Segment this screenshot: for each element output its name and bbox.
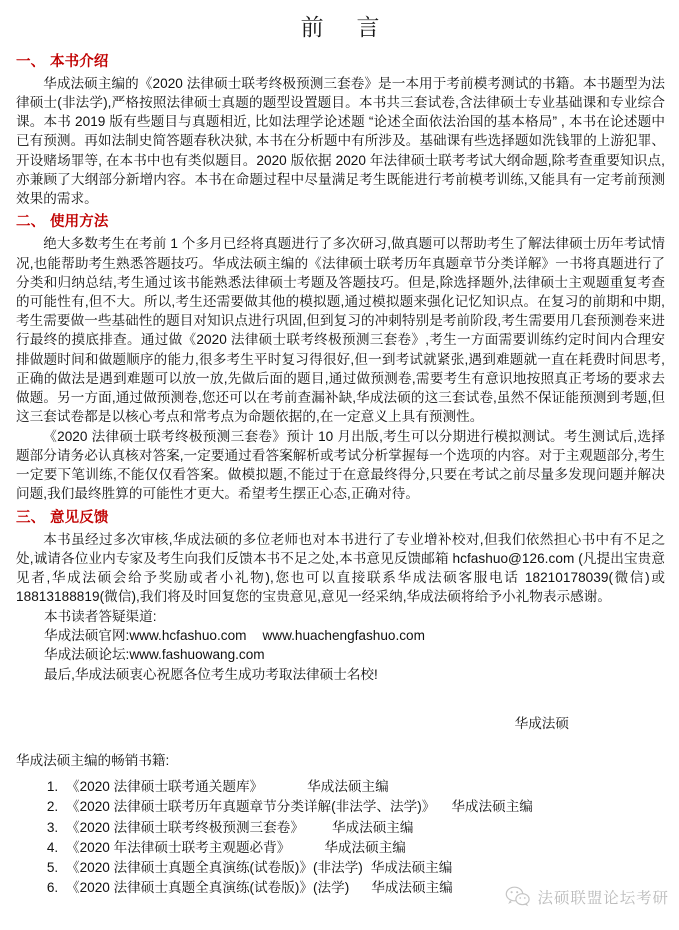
watermark bbox=[505, 886, 669, 908]
section-title-1: 本书介绍 bbox=[50, 53, 109, 70]
section-heading-2 bbox=[16, 212, 665, 233]
section-number-3: 三、 bbox=[16, 509, 46, 526]
official-website-label: 华成法硕官网: bbox=[44, 627, 130, 643]
section-2-paragraph-1: 绝大多数考生在考前 1 个多月已经将真题进行了多次研习,做真题可以帮助考生了解法律硕士历年考试情况,也能帮助考生熟悉答题技巧。华成法硕主编的《法律硕士联考历年真题章节分类详解》一书将真题进行了分类和归纳总结,考生通过该书能熟悉法律硕士考题及答题技巧。但是,除选择题外,法律硕士主观题重复考查的可能性有,但不大。所以,考生还需要做其他的模拟题,通过模拟题来强化记忆知识点。在复习的前期和中期,考生需要做一些基础性的题目对知识点进行巩固,但到复习的冲刺特别是考前阶段,考生需要用几套预测卷来进行最终的摸底排查。通过做《2020 法律硕士联考终极预测三套卷》,考生一方面需要训练约定时间内合理安排做题时间和做题顺序的能力,很多考生平时复习得很好,但一到考试就紧张,遇到难题就一直在耗费时间思考,正确的做法是遇到难题可以放一放,先做后面的题目,通过做预测卷,需要考生有意识地按照真正考场的要求去做题。另一方面,通过做预测卷,您还可以在考前查漏补缺,华成法硕的这三套试卷,虽然不保证能预测到考题,但这三套试卷都是以核心考点和常考点为命题依据的,在一定意义上具有预测性。 bbox=[16, 236, 665, 425]
section-1-paragraph-1: 华成法硕主编的《2020 法律硕士联考终极预测三套卷》是一本用于考前模考测试的书籍。本书题型为法律硕士(非法学),严格按照法律硕士真题的题型设置题目。本书共三套试卷,含法律硕士专业基础课和专业综合课。本书 2019 版有些题目与真题相近, 比如法理学论述题 “论述全面依法治国的基本格局” , 本书在论述题中已有预测。再如法制史简答题春秋决狱, 本书在分析题中有所涉及。基础课有些选择题如洗钱罪的上游犯罪、开设赌场罪等, 在本书中也有类似题目。2020 版依据 2020 年法律硕士联考考试大纲命题,除考查重要知识点,亦兼顾了大纲部分新增内容。本书在命题过程中尽量满足考生既能进行考前模考训练,又能具有一定考前预测效果的需求。 bbox=[16, 75, 665, 207]
list-item bbox=[62, 777, 665, 797]
list-item bbox=[62, 858, 665, 878]
official-website-line bbox=[16, 626, 665, 645]
page-title bbox=[16, 14, 665, 42]
official-website-url-2[interactable]: www.huachengfashuo.com bbox=[262, 627, 425, 643]
booklist bbox=[16, 777, 665, 898]
book-author: 华成法硕主编 bbox=[370, 859, 453, 875]
wechat-icon bbox=[505, 886, 531, 908]
list-item bbox=[62, 797, 665, 817]
book-author: 华成法硕主编 bbox=[324, 839, 406, 855]
section-title-2: 使用方法 bbox=[50, 214, 109, 231]
booklist-gap bbox=[16, 770, 665, 777]
book-title: 《2020 法律硕士真题全真演练(试卷版)》(非法学) bbox=[66, 859, 363, 875]
signature: 华成法硕 bbox=[514, 716, 569, 732]
booklist-spacer bbox=[16, 733, 665, 751]
book-title: 《2020 法律硕士联考通关题库》 bbox=[66, 779, 264, 795]
closing-wishes: 最后,华成法硕衷心祝愿各位考生成功考取法律硕士名校! bbox=[44, 666, 378, 682]
section-number-2: 二、 bbox=[16, 214, 46, 231]
forum-url[interactable]: www.fashuowang.com bbox=[129, 647, 265, 663]
book-author: 华成法硕主编 bbox=[331, 819, 414, 835]
book-title: 《2020 年法律硕士联考主观题必背》 bbox=[66, 839, 291, 855]
page-title-char-2: 言 bbox=[356, 14, 381, 40]
forum-label: 华成法硕论坛: bbox=[44, 647, 130, 663]
forum-line bbox=[16, 645, 665, 664]
book-author: 华成法硕主编 bbox=[371, 879, 453, 895]
list-item bbox=[62, 838, 665, 858]
list-item bbox=[62, 818, 665, 838]
section-3-paragraph-1: 本书虽经过多次审核,华成法硕的多位老师也对本书进行了专业增补校对,但我们依然担心书中有不足之处,诚请各位业内专家及考生向我们反馈本书不足之处,本书意见反馈邮箱 hcfashuo@126.com (凡提出宝贵意见者,华成法硕会给予奖励或者小礼物),您也可以直接联系华成法硕客服电话 18210178039(微信)或 18813188819(微信),我们将及时回复您的宝贵意见,意见一经采纳,华成法硕将给予小礼物表示感谢。 bbox=[16, 531, 665, 605]
page-title-char-1: 前 bbox=[300, 14, 325, 40]
support-channels-label: 本书读者答疑渠道: bbox=[44, 608, 157, 624]
book-title: 《2020 法律硕士真题全真演练(试卷版)》(法学) bbox=[66, 879, 350, 895]
official-website-url-1[interactable]: www.hcfashuo.com bbox=[129, 627, 247, 643]
booklist-title: 华成法硕主编的畅销书籍: bbox=[16, 753, 170, 769]
section-number-1: 一、 bbox=[16, 53, 46, 70]
book-title: 《2020 法律硕士联考终极预测三套卷》 bbox=[66, 819, 304, 835]
section-2-paragraph-2: 《2020 法律硕士联考终极预测三套卷》预计 10 月出版,考生可以分期进行模拟测试。考生测试后,选择题部分请务必认真核对答案,一定要通过看答案解析或考试分析掌握每一个选项的内容。对于主观题部分,考生一定要下笔训练,不能仅仅看答案。做模拟题,不能过于在意最终得分,只要在考试之前尽量多发现问题并解决问题,我们最终胜算的可能性才更大。希望考生摆正心态,正确对待。 bbox=[16, 428, 665, 502]
book-title: 《2020 法律硕士联考历年真题章节分类详解(非法学、法学)》 bbox=[66, 799, 436, 815]
section-heading-1 bbox=[16, 52, 665, 73]
section-heading-3 bbox=[16, 508, 665, 529]
book-author: 华成法硕主编 bbox=[451, 799, 533, 815]
book-author: 华成法硕主编 bbox=[307, 779, 389, 795]
signature-spacer bbox=[16, 684, 665, 714]
document-page bbox=[0, 14, 679, 930]
watermark-text: 法硕联盟论坛考研 bbox=[537, 890, 669, 907]
section-title-3: 意见反馈 bbox=[50, 509, 109, 526]
